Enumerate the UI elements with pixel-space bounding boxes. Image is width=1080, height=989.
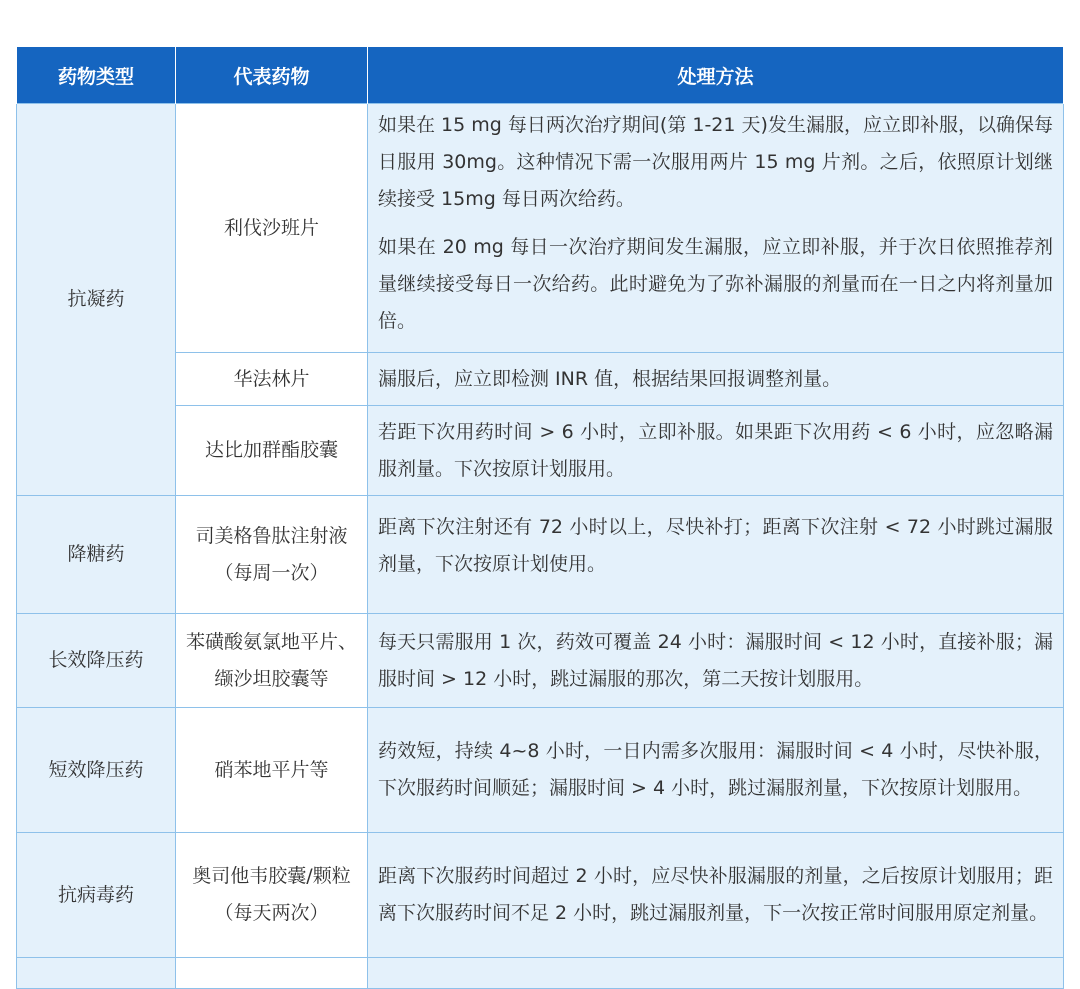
method-paragraph: 距离下次服药时间超过 2 小时，应尽快补服漏服的剂量，之后按原计划服用；距离下次服药时间不足 2 小时，跳过漏服剂量，下一次按正常时间服用原定剂量。 [378,865,1053,924]
category-cell-empty [17,958,176,989]
category-cell: 降糖药 [17,496,176,614]
method-paragraph: 如果在 20 mg 每日一次治疗期间发生漏服，应立即补服，并于次日依照推荐剂量继续接受每日一次给药。此时避免为了弥补漏服的剂量而在一日之内将剂量加倍。 [378,236,1053,332]
table-header-row [17,47,1064,104]
method-paragraph: 每天只需服用 1 次，药效可覆盖 24 小时：漏服时间 < 12 小时，直接补服；漏服时间 > 12 小时，跳过漏服的那次，第二天按计划服用。 [378,630,1053,690]
drug-cell: 司美格鲁肽注射液（每周一次） [176,496,368,614]
method-paragraph: 若距下次用药时间 > 6 小时，立即补服。如果距下次用药 < 6 小时，应忽略漏服剂量。下次按原计划服用。 [378,420,1053,480]
method-cell [368,496,1064,614]
table-row [17,104,1064,353]
table-row [17,708,1064,833]
table-row [17,496,1064,614]
table-row [17,833,1064,958]
category-cell: 长效降压药 [17,614,176,708]
drug-cell: 华法林片 [176,353,368,406]
method-cell-empty [368,958,1064,989]
category-cell: 抗病毒药 [17,833,176,958]
method-cell [368,614,1064,708]
method-cell [368,833,1064,958]
method-cell [368,406,1064,496]
method-paragraph: 漏服后，应立即检测 INR 值，根据结果回报调整剂量。 [378,367,842,390]
header-handling-method: 处理方法 [368,47,1064,104]
drug-cell-empty [176,958,368,989]
drug-cell: 硝苯地平片等 [176,708,368,833]
drug-cell: 苯磺酸氨氯地平片、缬沙坦胶囊等 [176,614,368,708]
missed-dose-table [16,47,1064,989]
method-paragraph: 如果在 15 mg 每日两次治疗期间(第 1-21 天)发生漏服，应立即补服，以确保每日服用 30mg。这种情况下需一次服用两片 15 mg 片剂。之后，依照原计划继续接受 15mg 每日两次给药。 [378,114,1053,210]
category-cell: 抗凝药 [17,104,176,496]
table-row-partial [17,958,1064,989]
table-row [17,614,1064,708]
method-paragraph: 药效短，持续 4~8 小时，一日内需多次服用：漏服时间 < 4 小时，尽快补服，下次服药时间顺延；漏服时间 > 4 小时，跳过漏服剂量，下次按原计划服用。 [378,740,1053,799]
category-cell: 短效降压药 [17,708,176,833]
method-cell [368,708,1064,833]
method-cell [368,104,1064,353]
header-representative-drug: 代表药物 [176,47,368,104]
method-paragraph: 距离下次注射还有 72 小时以上，尽快补打；距离下次注射 < 72 小时跳过漏服剂量，下次按原计划使用。 [378,516,1053,575]
method-cell [368,353,1064,406]
medication-table-container [16,47,1063,989]
drug-cell: 利伐沙班片 [176,104,368,353]
header-drug-type: 药物类型 [17,47,176,104]
drug-cell: 达比加群酯胶囊 [176,406,368,496]
drug-cell: 奥司他韦胶囊/颗粒（每天两次） [176,833,368,958]
